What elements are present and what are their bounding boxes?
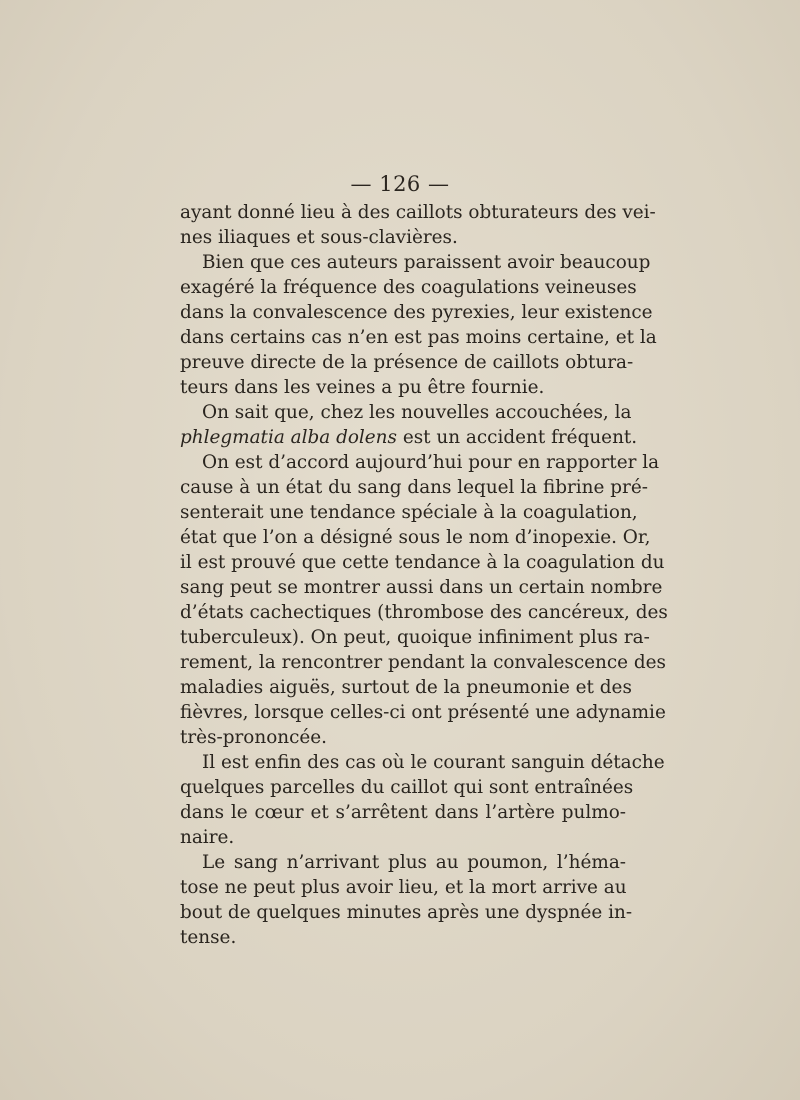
text-line xyxy=(180,325,657,350)
italic-phrase: phlegmatia alba dolens xyxy=(180,427,397,448)
text-line xyxy=(180,625,650,650)
text-line xyxy=(180,575,663,600)
text-line xyxy=(180,700,666,725)
text-line xyxy=(180,250,651,275)
page-number: — 126 — xyxy=(350,172,450,196)
text-line xyxy=(180,650,666,675)
text-line xyxy=(180,675,632,700)
text-segment: ayant donné lieu à des caillots obturateurs des vei- xyxy=(180,202,656,223)
text-segment: sang peut se montrer aussi dans un certain nombre xyxy=(180,577,663,598)
text-segment: On est d’accord aujourd’hui pour en rapporter la xyxy=(202,452,660,473)
text-segment: bout de quelques minutes après une dyspnée in- xyxy=(180,902,633,923)
text-line xyxy=(180,525,651,550)
text-line xyxy=(180,850,626,875)
text-line xyxy=(180,550,665,575)
text-segment: naire. xyxy=(180,827,235,848)
text-line xyxy=(180,750,665,775)
text-line xyxy=(180,900,633,925)
text-segment: maladies aiguës, surtout de la pneumonie et des xyxy=(180,677,632,698)
text-segment: Bien que ces auteurs paraissent avoir beaucoup xyxy=(202,252,651,273)
text-line xyxy=(180,400,632,425)
text-line xyxy=(180,725,626,750)
text-segment: très-prononcée. xyxy=(180,727,328,748)
text-segment: quelques parcelles du caillot qui sont entraînées xyxy=(180,777,634,798)
text-segment: tense. xyxy=(180,927,237,948)
text-segment: teurs dans les veines a pu être fournie. xyxy=(180,377,545,398)
text-segment: fièvres, lorsque celles-ci ont présenté une adynamie xyxy=(180,702,666,723)
text-line xyxy=(180,825,626,850)
text-segment: Il est enfin des cas où le courant sanguin détache xyxy=(202,752,665,773)
body-text xyxy=(180,200,668,950)
text-line xyxy=(180,925,626,950)
text-segment: tose ne peut plus avoir lieu, et la mort arrive au xyxy=(180,877,627,898)
text-segment: dans la convalescence des pyrexies, leur existence xyxy=(180,302,653,323)
text-segment: preuve directe de la présence de caillots obtura- xyxy=(180,352,634,373)
text-segment: d’états cachectiques (thrombose des cancéreux, des xyxy=(180,602,668,623)
text-line xyxy=(180,375,626,400)
text-segment: cause à un état du sang dans lequel la fibrine pré- xyxy=(180,477,648,498)
text-segment: On sait que, chez les nouvelles accouchées, la xyxy=(202,402,632,423)
text-segment: nes iliaques et sous-clavières. xyxy=(180,227,458,248)
text-line xyxy=(180,875,626,900)
text-line xyxy=(180,350,634,375)
text-segment: rement, la rencontrer pendant la convalescence des xyxy=(180,652,666,673)
text-segment: Le sang n’arrivant plus au poumon, l’héma- xyxy=(202,852,626,873)
text-segment: tuberculeux). On peut, quoique infiniment plus ra- xyxy=(180,627,650,648)
text-line xyxy=(180,775,634,800)
text-line xyxy=(180,425,638,450)
text-line xyxy=(180,500,638,525)
text-line xyxy=(180,300,653,325)
text-line xyxy=(180,225,626,250)
text-line xyxy=(180,200,656,225)
text-line xyxy=(180,800,626,825)
text-line xyxy=(180,450,660,475)
text-segment: exagéré la fréquence des coagulations veineuses xyxy=(180,277,637,298)
text-line xyxy=(180,600,668,625)
text-line xyxy=(180,475,648,500)
text-segment: senterait une tendance spéciale à la coagulation, xyxy=(180,502,638,523)
text-segment: il est prouvé que cette tendance à la coagulation du xyxy=(180,552,665,573)
text-segment: état que l’on a désigné sous le nom d’inopexie. Or, xyxy=(180,527,651,548)
text-segment: est un accident fréquent. xyxy=(396,427,638,448)
text-line xyxy=(180,275,637,300)
text-segment: dans le cœur et s’arrêtent dans l’artère pulmo- xyxy=(180,802,626,823)
text-segment: dans certains cas n’en est pas moins certaine, et la xyxy=(180,327,657,348)
